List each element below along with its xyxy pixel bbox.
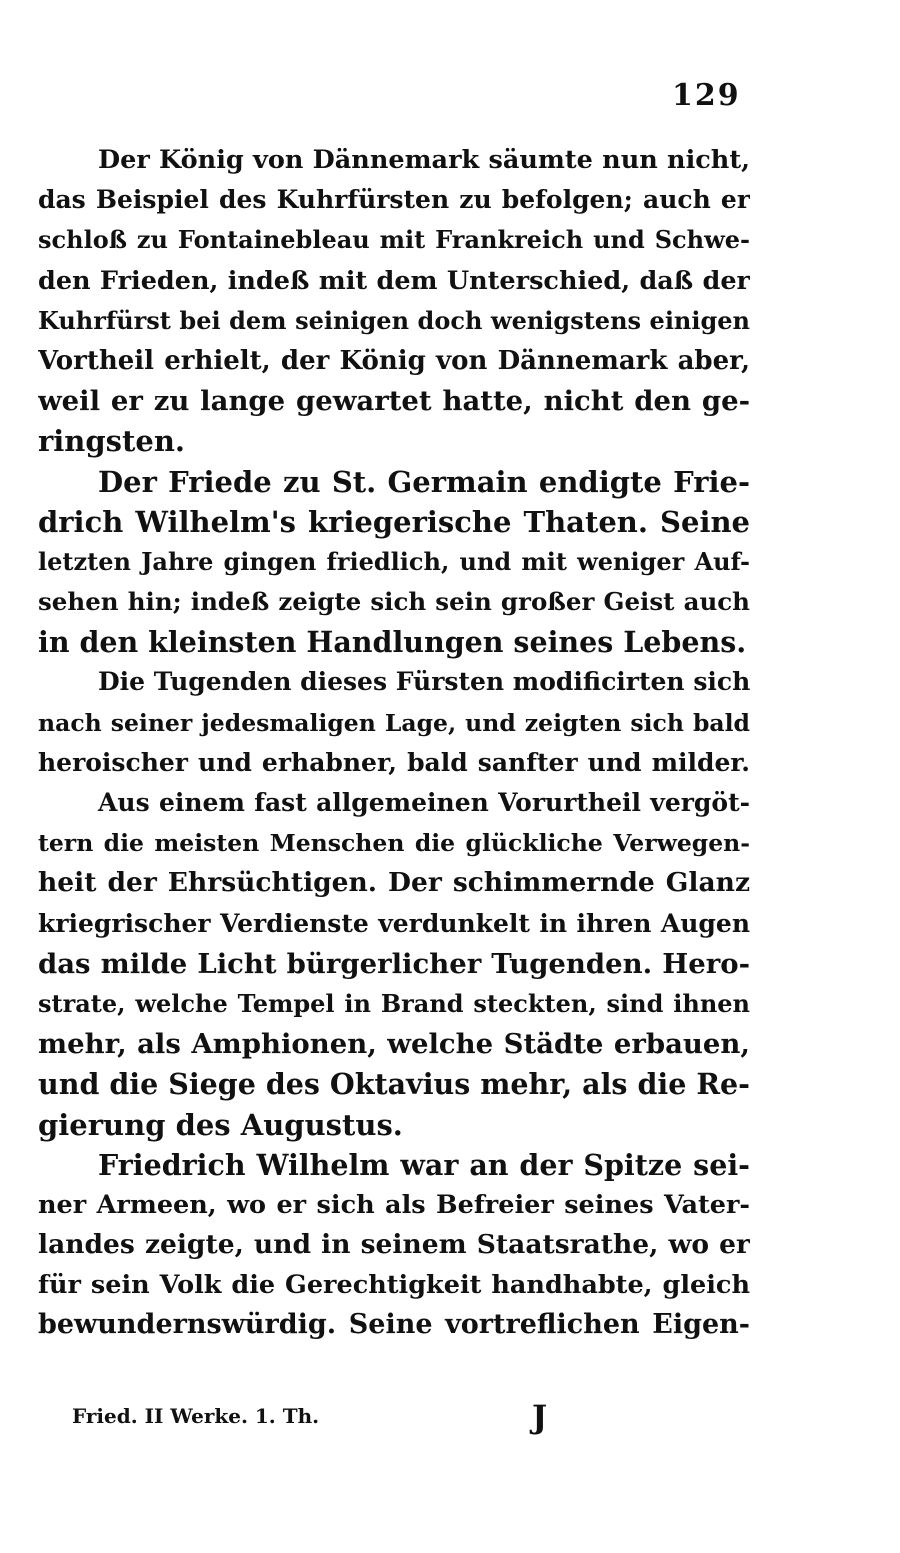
text-line: Die Tugenden dieses Fürsten modificirten sich — [98, 667, 750, 697]
text-line: bewundernswürdig. Seine vortreflichen Eigen- — [38, 1309, 750, 1341]
text-line: schloß zu Fontainebleau mit Frankreich und Schwe- — [38, 225, 750, 255]
text-line: ner Armeen, wo er sich als Befreier seines Vater- — [38, 1189, 750, 1220]
text-line: landes zeigte, und in seinem Staatsrathe, wo er — [38, 1229, 750, 1261]
text-line: Der König von Dännemark säumte nun nicht, — [98, 145, 750, 175]
signature-mark: Fried. II Werke. 1. Th. — [72, 1404, 320, 1428]
text-line: heroischer und erhabner, bald sanfter und milder. — [38, 747, 750, 777]
text-line: tern die meisten Menschen die glückliche Verwegen- — [38, 829, 750, 858]
text-line: sehen hin; indeß zeigte sich sein großer Geist auch — [38, 587, 750, 617]
text-line: mehr, als Amphionen, welche Städte erbauen, — [38, 1028, 750, 1061]
text-line: Friedrich Wilhelm war an der Spitze sei- — [98, 1147, 750, 1182]
body-text — [38, 140, 750, 1346]
text-line: letzten Jahre gingen friedlich, und mit weniger Auf- — [38, 546, 750, 576]
text-line: Kuhrfürst bei dem seinigen doch wenigstens einigen — [38, 305, 750, 335]
text-line: kriegrischer Verdienste verdunkelt in ihren Augen — [38, 908, 750, 938]
text-line: den Frieden, indeß mit dem Unterschied, daß der — [38, 265, 750, 296]
text-line: Vortheil erhielt, der König von Dännemark aber, — [38, 345, 750, 376]
text-line: ringsten. — [38, 424, 186, 459]
text-line: das milde Licht bürgerlicher Tugenden. Hero- — [38, 947, 750, 980]
text-line: drich Wilhelm's kriegerische Thaten. Seine — [38, 504, 750, 539]
text-line: in den kleinsten Handlungen seines Lebens. — [38, 625, 747, 660]
page-footer — [72, 1398, 772, 1438]
text-line: Der Friede zu St. Germain endigte Frie- — [98, 464, 750, 499]
page-number: 129 — [672, 78, 741, 113]
text-line: für sein Volk die Gerechtigkeit handhabte, gleich — [38, 1270, 750, 1301]
text-line: Aus einem fast allgemeinen Vorurtheil vergöt- — [98, 788, 750, 817]
text-line: nach seiner jedesmaligen Lage, und zeigten sich bald — [38, 708, 750, 737]
text-line: heit der Ehrsüchtigen. Der schimmernde Glanz — [38, 867, 750, 899]
text-line: gierung des Augustus. — [38, 1107, 403, 1142]
text-line: strate, welche Tempel in Brand steckten, sind ihnen — [38, 988, 750, 1018]
text-line: weil er zu lange gewartet hatte, nicht den ge- — [38, 385, 750, 418]
text-line: und die Siege des Oktavius mehr, als die Re- — [38, 1067, 750, 1102]
signature-letter: J — [532, 1398, 548, 1436]
text-line: das Beispiel des Kuhrfürsten zu befolgen; auch er — [38, 185, 750, 215]
